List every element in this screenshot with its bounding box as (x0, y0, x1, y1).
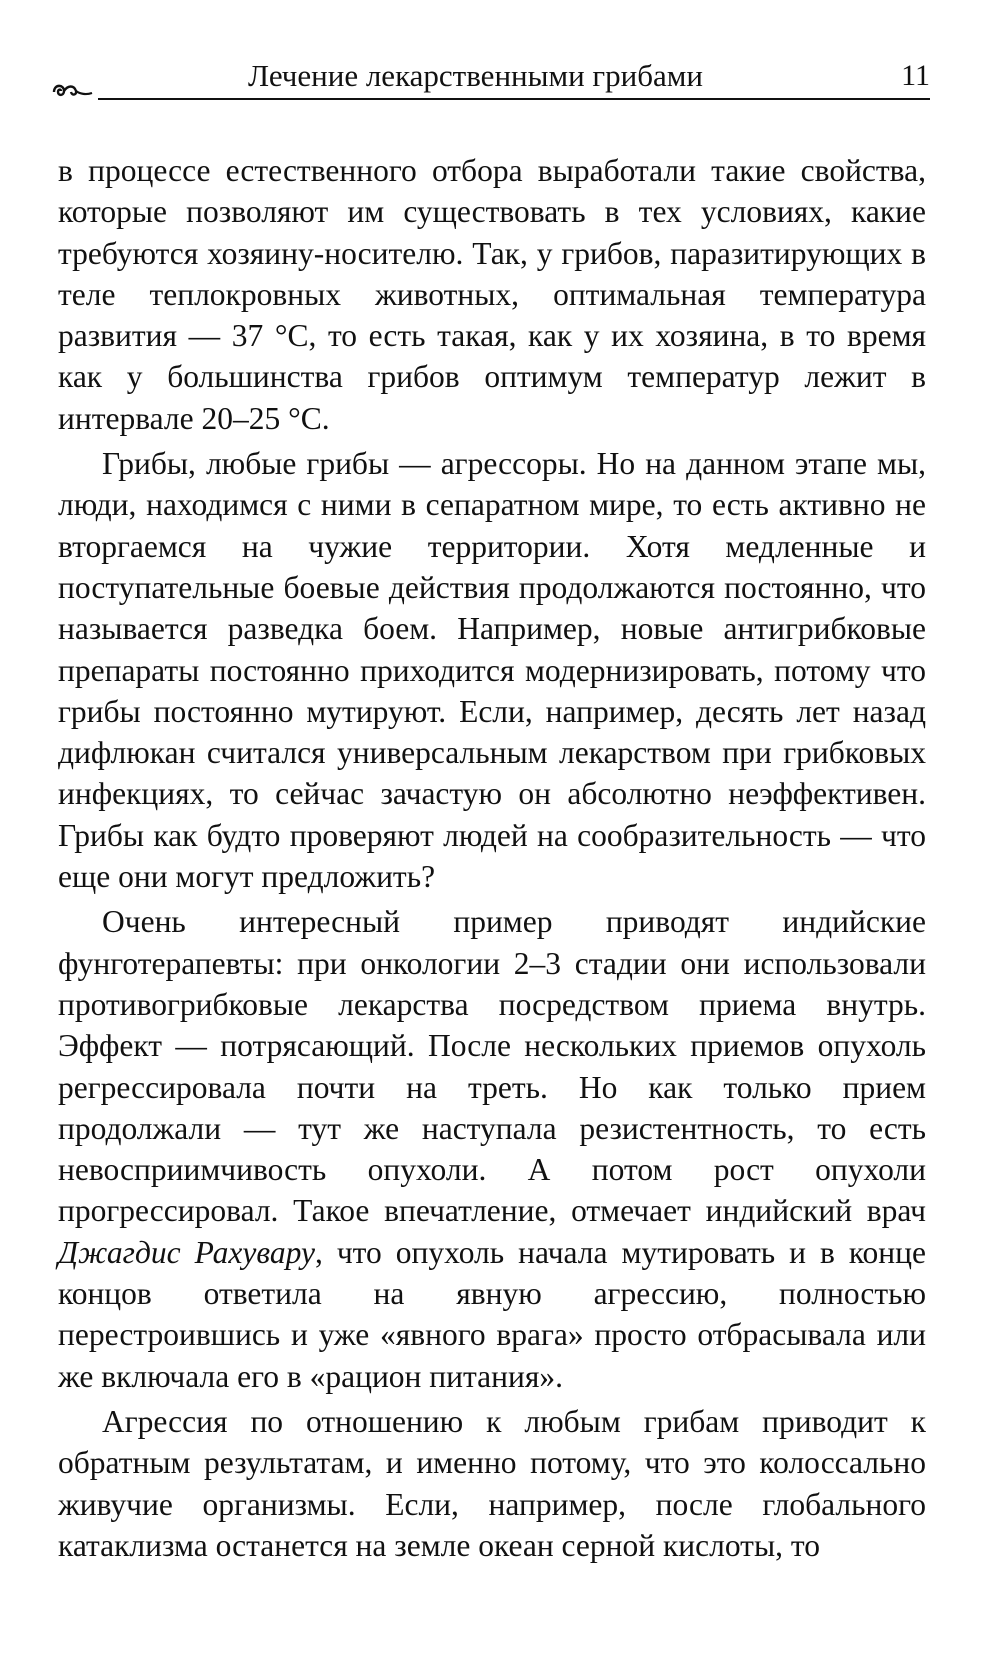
paragraph-4: Агрессия по отношению к любым грибам приводит к обратным результатам, и именно потому, что это колоссально живучие организмы. Если, например, после глобального катаклизма останется на земле океан серной кислоты, то (58, 1403, 926, 1563)
body-text (58, 150, 926, 1570)
paragraph-3 (58, 901, 926, 1397)
running-header (50, 56, 930, 106)
paragraph-3-text-end: , что опухоль начала мутировать и в конце концов ответила на явную агрессию, полностью перестроившись и уже «явного врага» просто отбрасывала или же включала его в «рацион питания». (58, 1234, 927, 1394)
paragraph-2: Грибы, любые грибы — агрессоры. Но на данном этапе мы, люди, находимся с ними в сепаратном мире, то есть активно не вторгаемся на чужие территории. Хотя медленные и поступательные боевые действия продолжаются постоянно, что называется разведка боем. Например, новые антигрибковые препараты постоянно приходится модернизировать, потому что грибы постоянно мутируют. Если, например, десять лет назад дифлюкан считался универсальным лекарством при грибковых инфекциях, то сейчас зачастую он абсолютно неэффективен. Грибы как будто проверяют людей на сообразительность — что еще они могут предложить? (58, 446, 926, 895)
paragraph-1: в процессе естественного отбора выработали такие свойства, которые позволяют им существовать в тех условиях, какие требуются хозяину-носителю. Так, у грибов, паразитирующих в теле теплокровных животных, оптимальная температура развития — 37 °С, то есть такая, как у их хозяина, в то время как у большинства грибов оптимум температур лежит в интервале 20–25 °С. (58, 153, 926, 436)
swirl-ornament-icon (50, 78, 100, 102)
running-header-title: Лечение лекарственными грибами (248, 58, 703, 93)
doctor-name: Джагдис Рахувару (58, 1234, 315, 1270)
paragraph-3-text-start: Очень интересный пример приводят индийские фунготерапевты: при онкологии 2–3 стадии они использовали противогрибковые лекарства посредством приема внутрь. Эффект — потрясающий. После нескольких приемов опухоль регрессировала почти на треть. Но как только прием продолжали — тут же наступала резистентность, то есть невосприимчивость опухоли. А потом рост опухоли прогрессировал. Такое впечатление, отмечает индийский врач (58, 904, 926, 1229)
header-rule (98, 98, 930, 100)
page-number: 11 (901, 59, 930, 92)
